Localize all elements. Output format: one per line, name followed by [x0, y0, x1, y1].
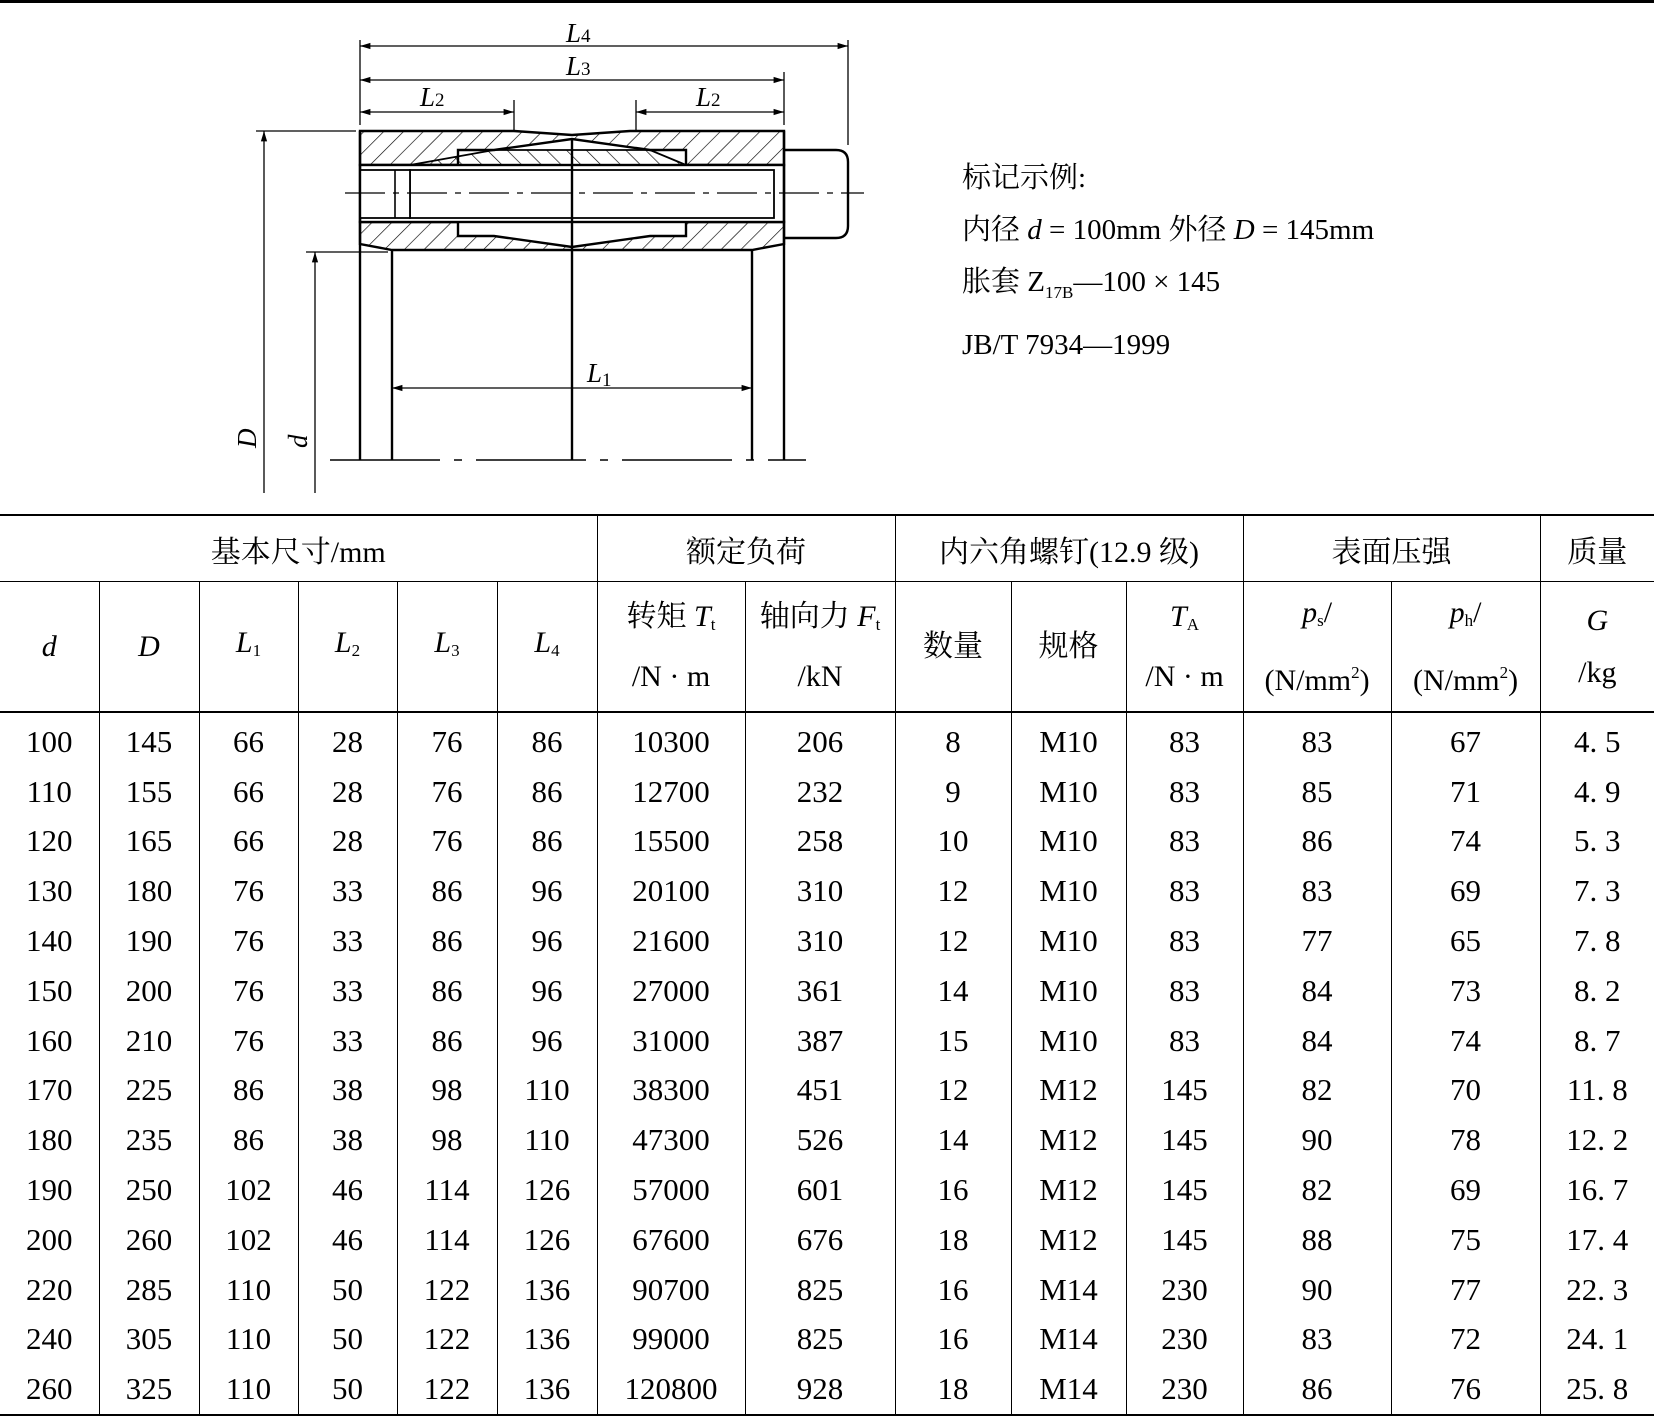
label-L4: L4 [566, 18, 591, 48]
table-cell: 77 [1391, 1265, 1540, 1315]
table-cell: 99000 [597, 1315, 745, 1365]
table-cell: 601 [745, 1165, 895, 1215]
table-cell: 90 [1243, 1115, 1391, 1165]
table-cell: 86 [497, 767, 597, 817]
group-surface-pressure: 表面压强 [1243, 515, 1540, 582]
table-cell: 110 [497, 1066, 597, 1116]
table-cell: 84 [1243, 966, 1391, 1016]
table-cell: 98 [397, 1115, 497, 1165]
table-cell: 74 [1391, 1016, 1540, 1066]
table-cell: 5. 3 [1540, 817, 1654, 867]
note-title: 标记示例: [962, 162, 1087, 194]
col-quantity: 数量 [895, 582, 1011, 713]
table-cell: 361 [745, 966, 895, 1016]
table-cell: M10 [1011, 767, 1126, 817]
label-L2-left: L2 [420, 82, 445, 112]
table-cell: 285 [99, 1265, 199, 1315]
table-cell: 526 [745, 1115, 895, 1165]
table-cell: 250 [99, 1165, 199, 1215]
table-cell: 230 [1126, 1265, 1243, 1315]
table-cell: 28 [298, 767, 397, 817]
table-cell: 160 [26, 1022, 73, 1058]
table-cell: 86 [199, 1115, 298, 1165]
table-cell: 8. 2 [1540, 966, 1654, 1016]
table-row [0, 712, 1654, 767]
marking-example [962, 152, 1374, 371]
table-cell: 11. 8 [1540, 1066, 1654, 1116]
table-cell: 69 [1391, 1165, 1540, 1215]
col-L1: $L_1$ [199, 582, 298, 713]
table-cell: 14 [895, 966, 1011, 1016]
table-cell: 10300 [597, 712, 745, 767]
table-cell: 75 [1391, 1215, 1540, 1265]
table-cell: 50 [298, 1315, 397, 1365]
table-cell: 122 [397, 1265, 497, 1315]
table-cell: 145 [1126, 1115, 1243, 1165]
table-cell: 100 [26, 723, 73, 759]
label-L3: L3 [566, 51, 591, 81]
table-cell: 120 [26, 823, 73, 859]
table-cell: 110 [199, 1265, 298, 1315]
table-cell: 190 [26, 1172, 73, 1208]
table-cell: 38300 [597, 1066, 745, 1116]
note-line-standard: JB/T 7934—1999 [962, 328, 1171, 361]
table-cell: 76 [1391, 1364, 1540, 1415]
table-cell: 120800 [597, 1364, 745, 1415]
table-cell: 230 [1126, 1315, 1243, 1365]
table-cell: 12. 2 [1540, 1115, 1654, 1165]
col-torque: 转矩 $T_t$ /N · m [597, 582, 745, 713]
table-cell: 235 [99, 1115, 199, 1165]
table-cell: 14 [895, 1115, 1011, 1165]
table-cell: 260 [0, 1364, 99, 1415]
table-cell: 66 [199, 767, 298, 817]
table-row [0, 966, 1654, 1016]
col-mass: G /kg [1540, 582, 1654, 713]
screw-body [410, 170, 774, 218]
table-cell: 96 [497, 916, 597, 966]
table-cell: 12700 [597, 767, 745, 817]
col-d: d [0, 582, 99, 713]
table-cell: 305 [99, 1315, 199, 1365]
table-cell: 12 [895, 866, 1011, 916]
table-cell: 114 [397, 1215, 497, 1265]
table-cell: 83 [1126, 1016, 1243, 1066]
table-cell: 136 [497, 1364, 597, 1415]
table-row [0, 1165, 1654, 1215]
table-cell: 78 [1391, 1115, 1540, 1165]
table-cell: 232 [745, 767, 895, 817]
table-cell: 180 [99, 866, 199, 916]
table-cell: 72 [1391, 1315, 1540, 1365]
label-L1: L1 [587, 358, 612, 391]
table-cell: 136 [497, 1315, 597, 1365]
table-cell: 8 [895, 712, 1011, 767]
table-cell: 71 [1391, 767, 1540, 817]
table-cell: 18 [895, 1215, 1011, 1265]
table-cell: 170 [26, 1072, 73, 1108]
column-header-row [0, 582, 1654, 713]
table-cell: 150 [26, 972, 73, 1008]
table-cell: 180 [26, 1122, 73, 1158]
table-cell: 67 [1391, 712, 1540, 767]
table-cell: 825 [745, 1315, 895, 1365]
table-cell: 260 [99, 1215, 199, 1265]
spec-table [0, 514, 1654, 1416]
table-cell: 86 [397, 1016, 497, 1066]
table-cell: 110 [497, 1115, 597, 1165]
table-cell: 190 [99, 916, 199, 966]
table-cell: 38 [298, 1115, 397, 1165]
table-cell: 96 [497, 966, 597, 1016]
col-spec: 规格 [1011, 582, 1126, 713]
table-row [0, 1016, 1654, 1066]
table-cell: 96 [497, 866, 597, 916]
col-L4: $L_4$ [497, 582, 597, 713]
label-L2-right: L2 [696, 82, 721, 112]
table-cell: 33 [298, 866, 397, 916]
table-cell: 145 [1126, 1165, 1243, 1215]
table-cell: M10 [1011, 1016, 1126, 1066]
table-cell: 114 [397, 1165, 497, 1215]
table-cell: 70 [1391, 1066, 1540, 1116]
table-cell: 90 [1243, 1265, 1391, 1315]
table-cell: 73 [1391, 966, 1540, 1016]
table-cell: 76 [397, 767, 497, 817]
table-cell: M14 [1011, 1364, 1126, 1415]
table-cell: 86 [1243, 817, 1391, 867]
table-cell: 83 [1243, 1315, 1391, 1365]
table-cell: 136 [497, 1265, 597, 1315]
table-cell: 77 [1243, 916, 1391, 966]
table-row [0, 767, 1654, 817]
table-cell: 86 [397, 866, 497, 916]
table-cell: 126 [497, 1165, 597, 1215]
table-row [0, 916, 1654, 966]
group-header-row [0, 515, 1654, 582]
table-cell: 31000 [597, 1016, 745, 1066]
col-L3: $L_3$ [397, 582, 497, 713]
table-cell: 46 [298, 1165, 397, 1215]
table-cell: 17. 4 [1540, 1215, 1654, 1265]
table-cell: 18 [895, 1364, 1011, 1415]
table-cell: M10 [1011, 966, 1126, 1016]
table-cell: 82 [1243, 1165, 1391, 1215]
table-cell: 676 [745, 1215, 895, 1265]
table-cell: 86 [199, 1066, 298, 1116]
table-cell: 220 [26, 1271, 73, 1307]
table-cell: 33 [298, 966, 397, 1016]
table-row [0, 866, 1654, 916]
table-cell: 21600 [597, 916, 745, 966]
table-cell: 200 [26, 1221, 73, 1257]
table-cell: 240 [26, 1321, 73, 1357]
table-cell: 24. 1 [1540, 1315, 1654, 1365]
table-cell: 102 [199, 1165, 298, 1215]
table-row [0, 817, 1654, 867]
table-cell: 20100 [597, 866, 745, 916]
table-cell: 110 [199, 1364, 298, 1415]
table-cell: M12 [1011, 1165, 1126, 1215]
table-cell: M10 [1011, 916, 1126, 966]
table-cell: 98 [397, 1066, 497, 1116]
label-d: d [283, 434, 313, 448]
table-cell: 33 [298, 916, 397, 966]
table-cell: 82 [1243, 1066, 1391, 1116]
table-cell: 76 [397, 817, 497, 867]
table-cell: 76 [199, 966, 298, 1016]
table-cell: 96 [497, 1016, 597, 1066]
table-cell: 25. 8 [1540, 1364, 1654, 1415]
table-cell: 15500 [597, 817, 745, 867]
table-cell: 28 [298, 817, 397, 867]
col-tightening-torque: $T_A$ /N · m [1126, 582, 1243, 713]
table-cell: 451 [745, 1066, 895, 1116]
col-D: D [99, 582, 199, 713]
table-cell: 83 [1126, 916, 1243, 966]
table-cell: 76 [199, 866, 298, 916]
table-cell: M10 [1011, 712, 1126, 767]
table-cell: 126 [497, 1215, 597, 1265]
table-cell: 83 [1126, 817, 1243, 867]
table-cell: 12 [895, 1066, 1011, 1116]
table-cell: 310 [745, 866, 895, 916]
table-cell: M10 [1011, 817, 1126, 867]
table-cell: 310 [745, 916, 895, 966]
spec-table-body [0, 712, 1654, 1415]
table-cell: 325 [99, 1364, 199, 1415]
table-cell: 38 [298, 1066, 397, 1116]
table-cell: 46 [298, 1215, 397, 1265]
table-cell: M12 [1011, 1066, 1126, 1116]
table-cell: 90700 [597, 1265, 745, 1315]
screw-head [784, 150, 848, 238]
table-cell: 27000 [597, 966, 745, 1016]
table-cell: 165 [99, 817, 199, 867]
table-cell: 86 [397, 916, 497, 966]
table-cell: 83 [1126, 712, 1243, 767]
table-cell: 86 [497, 712, 597, 767]
dimension-lines [256, 40, 848, 493]
table-cell: 110 [26, 773, 72, 809]
label-D: D [232, 428, 262, 448]
expansion-sleeve-drawing [0, 0, 900, 500]
table-cell: 67600 [597, 1215, 745, 1265]
table-row [0, 1215, 1654, 1265]
note-line-designation: 胀套 $Z_{17B}—100 \times 145$ [962, 266, 1221, 302]
group-socket-screw: 内六角螺钉(12.9 级) [895, 515, 1243, 582]
group-rated-load: 额定负荷 [597, 515, 895, 582]
table-cell: 50 [298, 1265, 397, 1315]
table-cell: 4. 9 [1540, 767, 1654, 817]
table-cell: 76 [199, 916, 298, 966]
table-cell: 66 [199, 712, 298, 767]
table-cell: 86 [397, 966, 497, 1016]
table-cell: 28 [298, 712, 397, 767]
table-cell: 200 [99, 966, 199, 1016]
table-cell: 230 [1126, 1364, 1243, 1415]
table-cell: 47300 [597, 1115, 745, 1165]
note-line-diameters: 内径 d = 100mm 外径 D = 145mm [962, 214, 1375, 246]
table-cell: 76 [199, 1016, 298, 1066]
table-cell: 110 [199, 1315, 298, 1365]
table-cell: 15 [895, 1016, 1011, 1066]
table-cell: 928 [745, 1364, 895, 1415]
table-row [0, 1364, 1654, 1415]
table-row [0, 1066, 1654, 1116]
table-cell: 76 [397, 712, 497, 767]
table-cell: 65 [1391, 916, 1540, 966]
table-cell: 387 [745, 1016, 895, 1066]
table-cell: 8. 7 [1540, 1016, 1654, 1066]
table-cell: 86 [497, 817, 597, 867]
table-cell: M14 [1011, 1315, 1126, 1365]
table-cell: 66 [199, 817, 298, 867]
table-cell: 258 [745, 817, 895, 867]
table-cell: 145 [1126, 1066, 1243, 1116]
table-cell: 9 [895, 767, 1011, 817]
table-cell: 7. 3 [1540, 866, 1654, 916]
table-cell: 825 [745, 1265, 895, 1315]
group-mass: 质量 [1540, 515, 1654, 582]
table-cell: M12 [1011, 1115, 1126, 1165]
table-cell: 57000 [597, 1165, 745, 1215]
table-cell: 16 [895, 1315, 1011, 1365]
table-cell: 102 [199, 1215, 298, 1265]
table-cell: 206 [745, 712, 895, 767]
table-cell: M10 [1011, 866, 1126, 916]
table-cell: 16. 7 [1540, 1165, 1654, 1215]
table-row [0, 1315, 1654, 1365]
table-cell: 122 [397, 1364, 497, 1415]
dimension-labels [232, 18, 721, 449]
table-cell: 83 [1243, 866, 1391, 916]
table-cell: 16 [895, 1265, 1011, 1315]
table-cell: 145 [99, 712, 199, 767]
table-cell: 7. 8 [1540, 916, 1654, 966]
table-cell: 69 [1391, 866, 1540, 916]
table-cell: 83 [1126, 866, 1243, 916]
table-cell: 74 [1391, 817, 1540, 867]
table-cell: 4. 5 [1540, 712, 1654, 767]
table-cell: 210 [99, 1016, 199, 1066]
table-cell: 22. 3 [1540, 1265, 1654, 1315]
table-cell: 10 [895, 817, 1011, 867]
table-cell: 140 [26, 923, 73, 959]
table-cell: 83 [1126, 767, 1243, 817]
screw-pocket [360, 170, 410, 218]
table-cell: M14 [1011, 1265, 1126, 1315]
table-cell: 225 [99, 1066, 199, 1116]
table-cell: 130 [26, 873, 73, 909]
table-cell: 122 [397, 1315, 497, 1365]
col-ps: $p_s/$ $(N/mm^2)$ [1243, 582, 1391, 713]
table-cell: 12 [895, 916, 1011, 966]
table-row [0, 1115, 1654, 1165]
col-ph: $p_h/$ $(N/mm^2)$ [1391, 582, 1540, 713]
col-L2: $L_2$ [298, 582, 397, 713]
table-cell: 86 [1243, 1364, 1391, 1415]
table-cell: M12 [1011, 1215, 1126, 1265]
table-row [0, 1265, 1654, 1315]
sleeve-section [330, 131, 864, 460]
table-cell: 16 [895, 1165, 1011, 1215]
table-cell: 85 [1243, 767, 1391, 817]
table-cell: 83 [1126, 966, 1243, 1016]
group-basic-dimensions: 基本尺寸/mm [0, 515, 597, 582]
table-cell: 155 [99, 767, 199, 817]
table-cell: 88 [1243, 1215, 1391, 1265]
table-cell: 145 [1126, 1215, 1243, 1265]
col-axial-force: 轴向力 $F_t$ /kN [745, 582, 895, 713]
table-cell: 84 [1243, 1016, 1391, 1066]
table-cell: 50 [298, 1364, 397, 1415]
table-cell: 33 [298, 1016, 397, 1066]
table-cell: 83 [1243, 712, 1391, 767]
